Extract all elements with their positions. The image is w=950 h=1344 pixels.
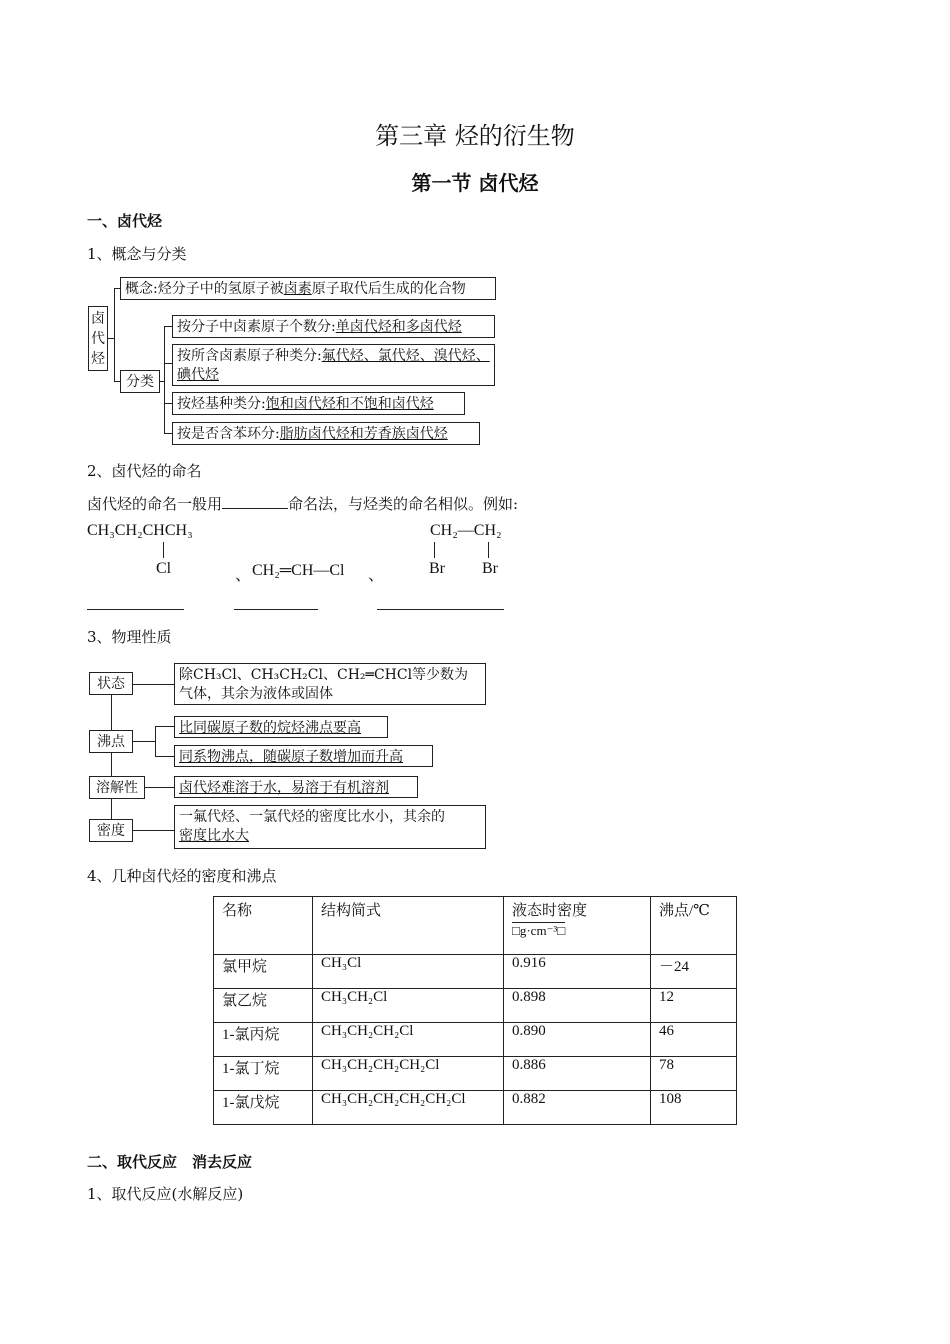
table-row [214,989,737,1023]
cell-name: 1-氯丙烷 [214,1023,313,1057]
cell-formula: CH₃CH₂Cl [313,989,504,1023]
header-boiling: 沸点/℃ [651,897,737,955]
cell-name: 1-氯丁烷 [214,1057,313,1091]
density-boiling-table [213,896,737,1125]
connector [164,403,172,404]
table-header-row [214,897,737,955]
cell-name: 氯乙烷 [214,989,313,1023]
connector [155,726,156,756]
cell-density: 0.886 [504,1057,651,1091]
formula-cl-substituent: Cl [156,560,172,577]
cell-boiling: 46 [651,1023,737,1057]
concept-box: 概念:烃分子中的氢原子被卤素原子取代后生成的化合物 [120,277,496,300]
answer-blank-2[interactable] [234,609,318,610]
bond-line [434,542,435,558]
bond-line [163,542,164,558]
item-substitution: 1、取代反应(水解反应) [87,1185,244,1203]
connector [133,830,174,831]
header-density: 液态时密度 □g·cm⁻³□ [504,897,651,955]
cell-density: 0.898 [504,989,651,1023]
connector [164,433,172,434]
prop-label-solubility: 溶解性 [89,776,145,799]
prop-label-state: 状态 [89,672,133,695]
cell-density: 0.882 [504,1091,651,1125]
cell-boiling: 108 [651,1091,737,1125]
root-box: 卤代烃 [88,306,108,371]
connector [133,684,174,685]
table-row [214,1023,737,1057]
prop-label-density: 密度 [89,819,133,842]
table-row [214,1091,737,1125]
cell-boiling: 12 [651,989,737,1023]
prop-solubility-desc: 卤代烃难溶于水，易溶于有机溶剂 [174,776,418,798]
formula-br-left: Br [429,560,445,577]
formula-separator: 、 [368,567,385,584]
bond-line [488,542,489,558]
header-formula: 结构简式 [313,897,504,955]
item-naming: 2、卤代烃的命名 [87,462,202,480]
connector [155,726,174,727]
cell-name: 氯甲烷 [214,955,313,989]
connector [111,753,112,776]
prop-boiling-desc-2: 同系物沸点，随碳原子数增加而升高 [174,745,433,767]
table-row [214,1057,737,1091]
prop-density-desc: 一氟代烃、一氯代烃的密度比水小，其余的 密度比水大 [174,805,486,849]
heading-halohydrocarbon: 一、卤代烃 [87,212,163,230]
connector [111,799,112,819]
naming-blank[interactable] [222,508,288,509]
connector [164,363,172,364]
answer-blank-1[interactable] [87,609,184,610]
connector [114,288,115,381]
table-row [214,955,737,989]
item-density-table: 4、几种卤代烃的密度和沸点 [87,867,277,885]
class-box-benzene: 按是否含苯环分:脂肪卤代烃和芳香族卤代烃 [172,422,480,445]
cell-boiling: 78 [651,1057,737,1091]
formula-separator: 、 [235,567,252,584]
connector [133,741,155,742]
connector [145,787,174,788]
prop-state-desc: 除CH₃Cl、CH₃CH₂Cl、CH₂═CHCl等少数为 气体，其余为液体或固体 [174,663,486,705]
cell-formula: CH₃CH₂CH₂CH₂Cl [313,1057,504,1091]
connector [111,695,112,730]
section-title: 第一节 卤代烃 [411,171,539,195]
class-box-kind: 按所含卤素原子种类分:氟代烃、氯代烃、溴代烃、碘代烃 [172,344,495,386]
cell-density: 0.916 [504,955,651,989]
formula-vinyl-chloride: CH₂═CH—Cl [252,562,345,579]
item-concept-classification: 1、概念与分类 [87,245,187,263]
cell-name: 1-氯戊烷 [214,1091,313,1125]
header-name: 名称 [214,897,313,955]
classify-box: 分类 [120,370,160,393]
heading-reactions: 二、取代反应 消去反应 [87,1153,253,1171]
formula-dibromoethane: CH₂—CH₂ [430,522,502,539]
connector [164,326,165,433]
naming-sentence: 卤代烃的命名一般用 命名法，与烃类的命名相似。例如: [87,495,519,513]
cell-density: 0.890 [504,1023,651,1057]
cell-formula: CH₃CH₂CH₂CH₂CH₂Cl [313,1091,504,1125]
class-box-hydrocarbyl: 按烃基种类分:饱和卤代烃和不饱和卤代烃 [172,392,465,415]
answer-blank-3[interactable] [377,609,504,610]
connector [155,756,174,757]
prop-boiling-desc-1: 比同碳原子数的烷烃沸点要高 [174,716,388,738]
class-box-count: 按分子中卤素原子个数分:单卤代烃和多卤代烃 [172,315,495,338]
chapter-title: 第三章 烃的衍生物 [375,122,575,150]
prop-label-boiling-point: 沸点 [89,730,133,753]
item-physical-properties: 3、物理性质 [87,628,172,646]
connector [164,326,172,327]
formula-br-right: Br [482,560,498,577]
cell-formula: CH₃CH₂CH₂Cl [313,1023,504,1057]
formula-2-chlorobutane: CH₃CH₂CHCH₃ [87,522,193,539]
cell-boiling: －24 [651,955,737,989]
cell-formula: CH₃Cl [313,955,504,989]
